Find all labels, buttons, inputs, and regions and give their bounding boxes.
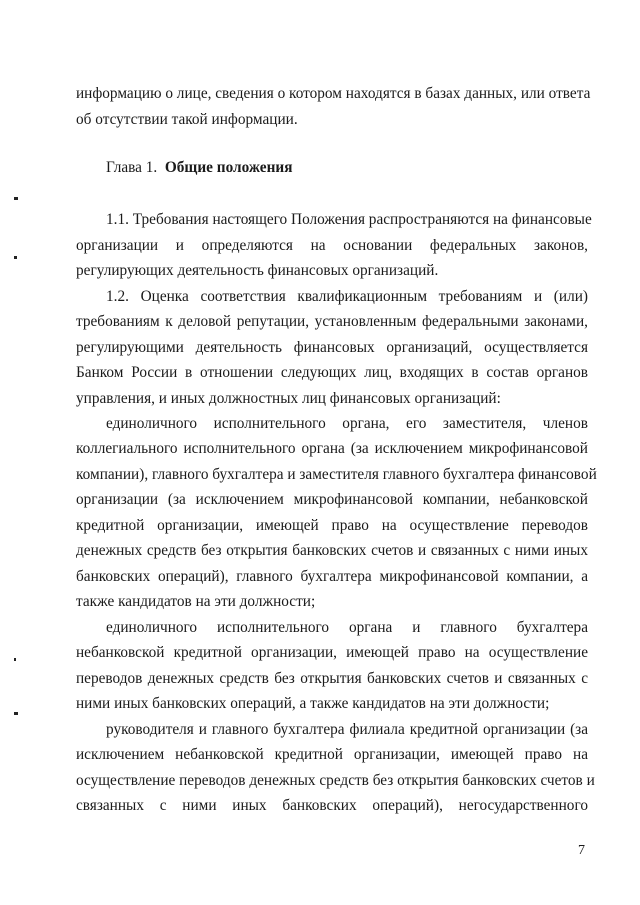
scan-mark — [14, 197, 18, 200]
text-line: ними иных банковских операций, а также кандидатов на эти должности; — [76, 695, 550, 712]
text-line: единоличного исполнительного органа, его заместителя, членов — [106, 415, 588, 432]
text-line: денежных средств без открытия банковских счетов и связанных с ними иных — [76, 542, 588, 559]
scan-mark — [14, 256, 17, 259]
chapter-prefix: Глава 1. — [106, 159, 158, 176]
text-line: коллегиального исполнительного органа (за исключением микрофинансовой — [76, 440, 588, 457]
text-line: небанковской кредитной организации, имеющей право на осуществление — [76, 644, 588, 661]
text-line: об отсутствии такой информации. — [76, 111, 298, 128]
scan-mark — [14, 712, 18, 715]
text-line: 1.1. Требования настоящего Положения распространяются на финансовые — [106, 211, 592, 228]
text-line: также кандидатов на эти должности; — [76, 593, 316, 610]
text-line: кредитной организации, имеющей право на осуществление переводов — [76, 517, 588, 534]
text-line: организации и определяются на основании федеральных законов, — [76, 237, 588, 254]
text-line: регулирующими деятельность финансовых организаций, осуществляется — [76, 339, 588, 356]
text-line: регулирующих деятельность финансовых организаций. — [76, 262, 439, 279]
text-line: исключением небанковской кредитной организации, имеющей право на — [76, 746, 588, 763]
page-number: 7 — [578, 843, 585, 858]
text-line: связанных с ними иных банковских операций), негосударственного — [76, 797, 588, 814]
text-line: управления, и иных должностных лиц финансовых организаций: — [76, 390, 501, 407]
text-line: банковских операций), главного бухгалтера микрофинансовой компании, а — [76, 568, 588, 585]
text-line: информацию о лице, сведения о котором находятся в базах данных, или ответа — [76, 85, 591, 102]
text-line: Банком России в отношении следующих лиц, входящих в состав органов — [76, 364, 588, 381]
text-line: организации (за исключением микрофинансовой компании, небанковской — [76, 491, 588, 508]
text-line: 1.2. Оценка соответствия квалификационным требованиям и (или) — [106, 288, 588, 305]
text-line: компании), главного бухгалтера и заместителя главного бухгалтера финансовой — [76, 466, 597, 483]
text-line: требованиям к деловой репутации, установленным федеральными законами, — [76, 313, 588, 330]
text-line: единоличного исполнительного органа и главного бухгалтера — [106, 619, 588, 636]
text-line: осуществление переводов денежных средств без открытия банковских счетов и — [76, 772, 595, 789]
text-line: переводов денежных средств без открытия банковских счетов и связанных с — [76, 670, 588, 687]
scan-mark — [14, 658, 16, 661]
chapter-heading — [106, 158, 292, 178]
chapter-title: Общие положения — [164, 159, 293, 176]
text-line: руководителя и главного бухгалтера филиала кредитной организации (за — [106, 721, 588, 738]
